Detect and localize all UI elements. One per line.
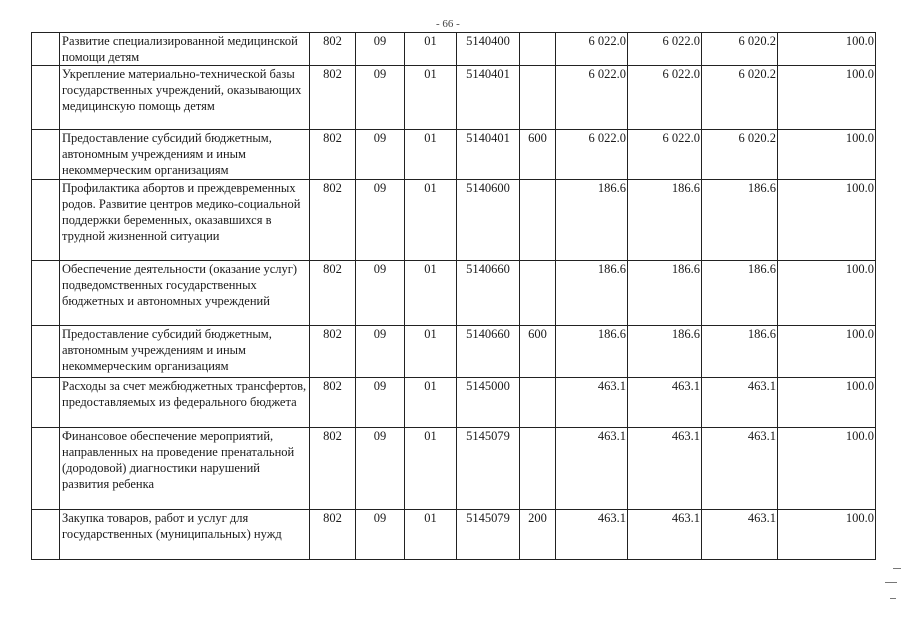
section-code: 09 xyxy=(356,428,405,510)
approved-amount: 186.6 xyxy=(628,326,702,378)
row-name: Расходы за счет межбюджетных трансфертов, предоставляемых из федерального бюджета xyxy=(60,378,310,428)
execution-percent: 100.0 xyxy=(778,66,876,130)
ministry-code: 802 xyxy=(310,33,356,66)
row-lead-cell xyxy=(32,130,60,180)
margin-mark xyxy=(893,568,901,569)
execution-percent: 100.0 xyxy=(778,130,876,180)
expense-type-code xyxy=(520,261,556,326)
table-row xyxy=(32,66,876,130)
ministry-code: 802 xyxy=(310,66,356,130)
expense-type-code xyxy=(520,378,556,428)
executed-amount: 186.6 xyxy=(702,326,778,378)
approved-amount: 463.1 xyxy=(628,428,702,510)
approved-amount: 463.1 xyxy=(628,510,702,560)
execution-percent: 100.0 xyxy=(778,428,876,510)
section-code: 09 xyxy=(356,326,405,378)
executed-amount: 6 020.2 xyxy=(702,66,778,130)
budget-table xyxy=(31,32,876,560)
plan-amount: 463.1 xyxy=(556,378,628,428)
expense-type-code xyxy=(520,33,556,66)
table-row xyxy=(32,428,876,510)
target-article-code: 5145079 xyxy=(457,510,520,560)
subsection-code: 01 xyxy=(405,326,457,378)
section-code: 09 xyxy=(356,33,405,66)
subsection-code: 01 xyxy=(405,378,457,428)
section-code: 09 xyxy=(356,510,405,560)
table-row xyxy=(32,326,876,378)
row-name: Развитие специализированной медицинской помощи детям xyxy=(60,33,310,66)
subsection-code: 01 xyxy=(405,180,457,261)
executed-amount: 463.1 xyxy=(702,378,778,428)
execution-percent: 100.0 xyxy=(778,180,876,261)
row-name: Предоставление субсидий бюджетным, автономным учреждениям и иным некоммерческим организациям xyxy=(60,130,310,180)
ministry-code: 802 xyxy=(310,261,356,326)
execution-percent: 100.0 xyxy=(778,378,876,428)
ministry-code: 802 xyxy=(310,130,356,180)
target-article-code: 5140401 xyxy=(457,66,520,130)
row-name: Профилактика абортов и преждевременных родов. Развитие центров медико-социальной поддержки беременных, оказавшихся в трудной жизненной ситуации xyxy=(60,180,310,261)
plan-amount: 463.1 xyxy=(556,428,628,510)
approved-amount: 186.6 xyxy=(628,261,702,326)
approved-amount: 463.1 xyxy=(628,378,702,428)
target-article-code: 5140600 xyxy=(457,180,520,261)
row-lead-cell xyxy=(32,378,60,428)
plan-amount: 6 022.0 xyxy=(556,130,628,180)
section-code: 09 xyxy=(356,66,405,130)
ministry-code: 802 xyxy=(310,510,356,560)
execution-percent: 100.0 xyxy=(778,261,876,326)
subsection-code: 01 xyxy=(405,510,457,560)
table-row xyxy=(32,180,876,261)
executed-amount: 463.1 xyxy=(702,510,778,560)
approved-amount: 6 022.0 xyxy=(628,130,702,180)
subsection-code: 01 xyxy=(405,428,457,510)
subsection-code: 01 xyxy=(405,33,457,66)
expense-type-code: 600 xyxy=(520,130,556,180)
executed-amount: 6 020.2 xyxy=(702,130,778,180)
executed-amount: 6 020.2 xyxy=(702,33,778,66)
expense-type-code xyxy=(520,66,556,130)
row-name: Укрепление материально-технической базы государственных учреждений, оказывающих медицинскую помощь детям xyxy=(60,66,310,130)
execution-percent: 100.0 xyxy=(778,510,876,560)
executed-amount: 186.6 xyxy=(702,261,778,326)
plan-amount: 186.6 xyxy=(556,326,628,378)
execution-percent: 100.0 xyxy=(778,326,876,378)
plan-amount: 463.1 xyxy=(556,510,628,560)
executed-amount: 463.1 xyxy=(702,428,778,510)
table-row xyxy=(32,510,876,560)
target-article-code: 5140401 xyxy=(457,130,520,180)
target-article-code: 5140400 xyxy=(457,33,520,66)
expense-type-code xyxy=(520,180,556,261)
section-code: 09 xyxy=(356,180,405,261)
plan-amount: 6 022.0 xyxy=(556,66,628,130)
plan-amount: 186.6 xyxy=(556,261,628,326)
table-row xyxy=(32,378,876,428)
margin-mark xyxy=(890,598,896,599)
row-lead-cell xyxy=(32,510,60,560)
subsection-code: 01 xyxy=(405,261,457,326)
ministry-code: 802 xyxy=(310,428,356,510)
target-article-code: 5145079 xyxy=(457,428,520,510)
target-article-code: 5140660 xyxy=(457,261,520,326)
row-lead-cell xyxy=(32,33,60,66)
section-code: 09 xyxy=(356,130,405,180)
section-code: 09 xyxy=(356,261,405,326)
page-number: - 66 - xyxy=(436,18,460,30)
plan-amount: 6 022.0 xyxy=(556,33,628,66)
row-name: Закупка товаров, работ и услуг для государственных (муниципальных) нужд xyxy=(60,510,310,560)
expense-type-code: 600 xyxy=(520,326,556,378)
expense-type-code xyxy=(520,428,556,510)
ministry-code: 802 xyxy=(310,180,356,261)
subsection-code: 01 xyxy=(405,130,457,180)
approved-amount: 6 022.0 xyxy=(628,33,702,66)
ministry-code: 802 xyxy=(310,326,356,378)
approved-amount: 6 022.0 xyxy=(628,66,702,130)
row-lead-cell xyxy=(32,326,60,378)
ministry-code: 802 xyxy=(310,378,356,428)
margin-mark xyxy=(885,582,897,583)
row-lead-cell xyxy=(32,66,60,130)
row-name: Обеспечение деятельности (оказание услуг) подведомственных государственных бюджетных и автономных учреждений xyxy=(60,261,310,326)
approved-amount: 186.6 xyxy=(628,180,702,261)
execution-percent: 100.0 xyxy=(778,33,876,66)
plan-amount: 186.6 xyxy=(556,180,628,261)
executed-amount: 186.6 xyxy=(702,180,778,261)
subsection-code: 01 xyxy=(405,66,457,130)
target-article-code: 5145000 xyxy=(457,378,520,428)
row-name: Предоставление субсидий бюджетным, автономным учреждениям и иным некоммерческим организациям xyxy=(60,326,310,378)
table-row xyxy=(32,130,876,180)
section-code: 09 xyxy=(356,378,405,428)
target-article-code: 5140660 xyxy=(457,326,520,378)
row-lead-cell xyxy=(32,180,60,261)
row-lead-cell xyxy=(32,261,60,326)
table-row xyxy=(32,33,876,66)
row-name: Финансовое обеспечение мероприятий, направленных на проведение пренатальной (дородовой) диагностики нарушений развития ребенка xyxy=(60,428,310,510)
table-row xyxy=(32,261,876,326)
row-lead-cell xyxy=(32,428,60,510)
expense-type-code: 200 xyxy=(520,510,556,560)
